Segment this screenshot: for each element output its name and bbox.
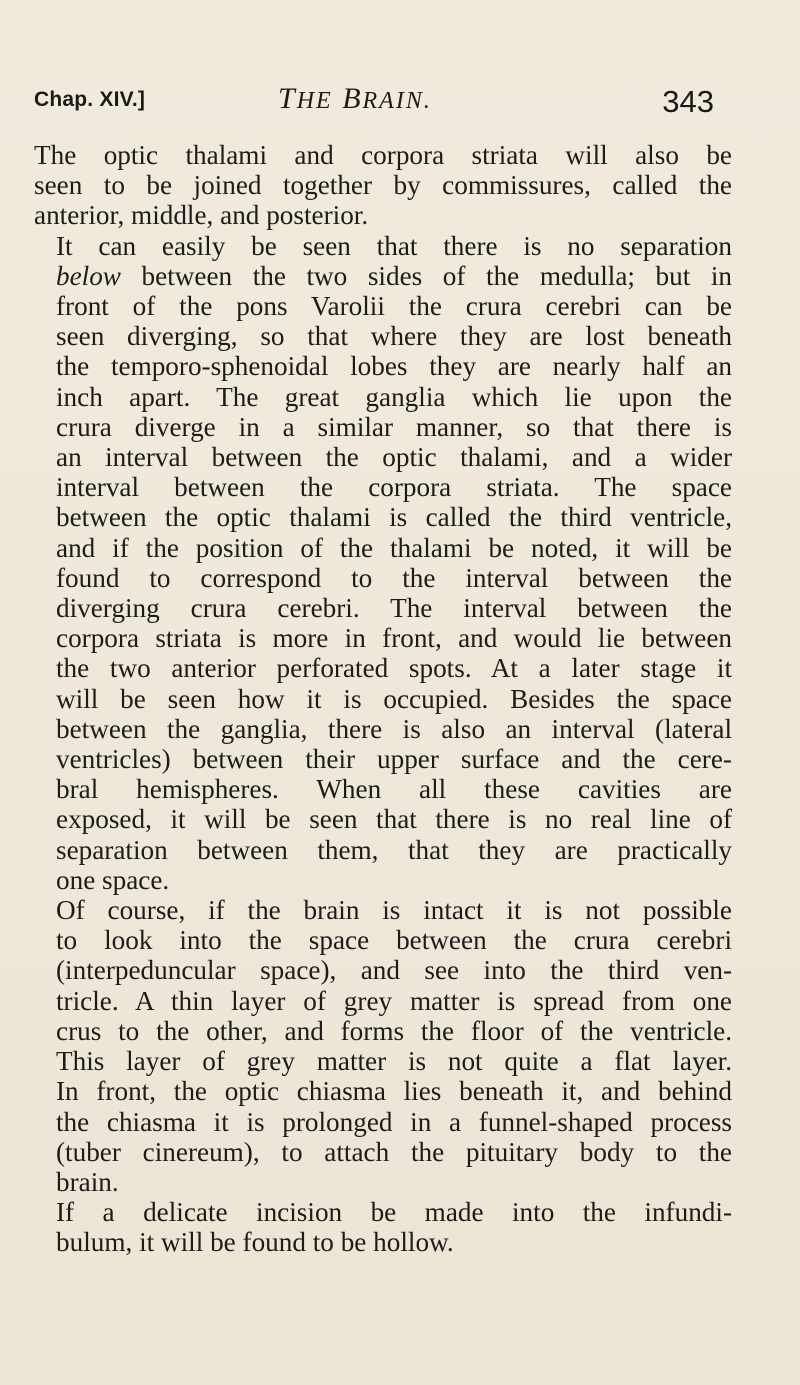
text-line: It can easily be seen that there is no separation [56,230,732,261]
text-line: bulum, it will be found to be hollow. [56,1227,454,1258]
text-line: crura diverge in a similar manner, so that there is [56,411,732,442]
text-line: Of course, if the brain is intact it is not possible [56,895,732,926]
text-line: found to correspond to the interval between the [56,562,732,593]
text-line: corpora striata is more in front, and would lie between [56,623,732,654]
text-line: diverging crura cerebri. The interval between the [56,593,732,624]
body-text [34,140,732,1258]
text-line: (interpeduncular space), and see into the third ven- [56,955,732,986]
running-title [278,82,432,116]
text-line: tricle. A thin layer of grey matter is spread from one [56,985,732,1016]
title-initial-b: B [342,82,363,115]
text-line: ventricles) between their upper surface and the cere- [56,744,732,775]
text-line: anterior, middle, and posterior. [34,200,369,231]
text-line: bral hemispheres. When all these cavities are [56,774,732,805]
text-line: seen diverging, so that where they are lost beneath [56,321,732,352]
title-initial-t: T [278,82,297,115]
text-line: The optic thalami and corpora striata will also be [34,140,732,170]
running-head [34,82,714,122]
paragraph [34,1197,732,1257]
text-line: the temporo-sphenoidal lobes they are nearly half an [56,351,732,382]
paragraph [34,231,732,895]
text-line: will be seen how it is occupied. Besides the space [56,683,732,714]
text-line: the two anterior perforated spots. At a later stage it [56,653,732,684]
text-line: and if the position of the thalami be noted, it will be [56,532,732,563]
text-line: separation between them, that they are practically [56,834,732,865]
text-line: to look into the space between the crura cerebri [56,925,732,956]
text-line: front of the pons Varolii the crura cerebri can be [56,291,732,322]
line-rest: between the two sides of the medulla; but in [120,260,732,291]
text-line: (tuber cinereum), to attach the pituitary body to the [56,1136,732,1167]
text-line [34,261,732,291]
emphasis: below [56,260,121,291]
paragraph [34,895,732,1197]
text-line: between the ganglia, there is also an interval (lateral [56,713,732,744]
text-line: the chiasma it is prolonged in a funnel-shaped process [56,1106,732,1137]
page-number: 343 [662,84,714,119]
text-line: This layer of grey matter is not quite a flat layer. [56,1046,732,1077]
paragraph [34,140,732,231]
text-line: seen to be joined together by commissures, called the [34,170,732,201]
text-line: an interval between the optic thalami, and a wider [56,442,732,473]
text-line: In front, the optic chiasma lies beneath it, and behind [56,1076,732,1107]
text-line: one space. [56,864,170,895]
text-line: interval between the corpora striata. The space [56,472,732,503]
title-rest-he: HE [296,88,333,114]
text-line: brain. [56,1166,119,1197]
text-line: If a delicate incision be made into the infundi- [56,1197,732,1228]
text-line: inch apart. The great ganglia which lie upon the [56,381,732,412]
chapter-label: Chap. XIV.] [34,88,146,111]
text-line: between the optic thalami is called the third ventricle, [56,502,732,533]
title-rest-rain: RAIN. [362,88,432,114]
text-line: crus to the other, and forms the floor of the ventricle. [56,1015,732,1046]
text-line: exposed, it will be seen that there is no real line of [56,804,732,835]
